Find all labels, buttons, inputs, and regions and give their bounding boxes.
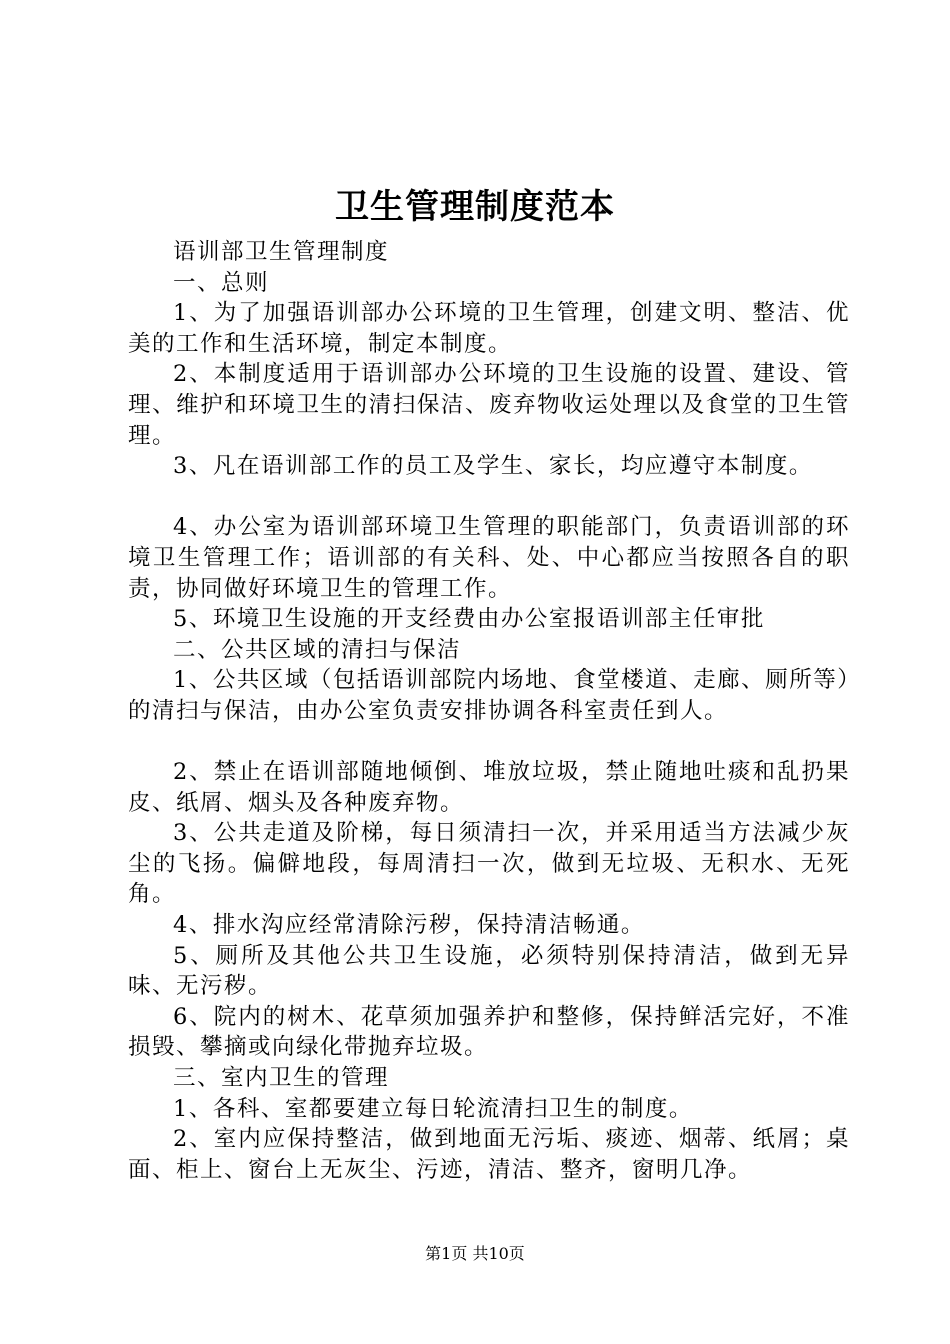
paragraph: 1、为了加强语训部办公环境的卫生管理，创建文明、整洁、优美的工作和生活环境，制定本制度。 [128, 300, 850, 357]
paragraph: 4、办公室为语训部环境卫生管理的职能部门，负责语训部的环境卫生管理工作；语训部的有关科、处、中心都应当按照各自的职责，协同做好环境卫生的管理工作。 [128, 514, 850, 602]
paragraph: 1、各科、室都要建立每日轮流清扫卫生的制度。 [173, 1095, 693, 1122]
paragraph: 5、厕所及其他公共卫生设施，必须特别保持清洁，做到无异味、无污秽。 [128, 942, 850, 1000]
paragraph-public-area-heading: 二、公共区域的清扫与保洁 [173, 636, 462, 663]
paragraph: 5、环境卫生设施的开支经费由办公室报语训部主任审批 [173, 606, 765, 633]
paragraph: 1、公共区域（包括语训部院内场地、食堂楼道、走廊、厕所等）的清扫与保洁，由办公室负责安排协调各科室责任到人。 [128, 667, 850, 724]
paragraph: 2、本制度适用于语训部办公环境的卫生设施的设置、建设、管理、维护和环境卫生的清扫保洁、废弃物收运处理以及食堂的卫生管理。 [128, 361, 850, 449]
paragraph: 6、院内的树木、花草须加强养护和整修，保持鲜活完好，不准损毁、攀摘或向绿化带抛弃垃圾。 [128, 1003, 850, 1061]
paragraph-indoor-heading: 三、室内卫生的管理 [173, 1065, 390, 1092]
document-title: 卫生管理制度范本 [335, 187, 615, 227]
paragraph-general-principles: 一、总则 [173, 269, 270, 296]
paragraph: 2、室内应保持整洁，做到地面无污垢、痰迹、烟蒂、纸屑；桌面、柜上、窗台上无灰尘、污迹，清洁、整齐，窗明几净。 [128, 1126, 850, 1183]
paragraph: 4、排水沟应经常清除污秽，保持清洁畅通。 [173, 912, 645, 939]
page-number-footer: 第1页 共10页 [425, 1244, 525, 1263]
paragraph: 3、公共走道及阶梯，每日须清扫一次，并采用适当方法减少灰尘的飞扬。偏僻地段，每周清扫一次，做到无垃圾、无积水、无死角。 [128, 820, 850, 908]
paragraph-section-heading: 语训部卫生管理制度 [173, 239, 390, 265]
paragraph: 3、凡在语训部工作的员工及学生、家长，均应遵守本制度。 [173, 453, 813, 480]
paragraph: 2、禁止在语训部随地倾倒、堆放垃圾，禁止随地吐痰和乱扔果皮、纸屑、烟头及各种废弃物。 [128, 759, 850, 816]
document-body [128, 237, 850, 1185]
